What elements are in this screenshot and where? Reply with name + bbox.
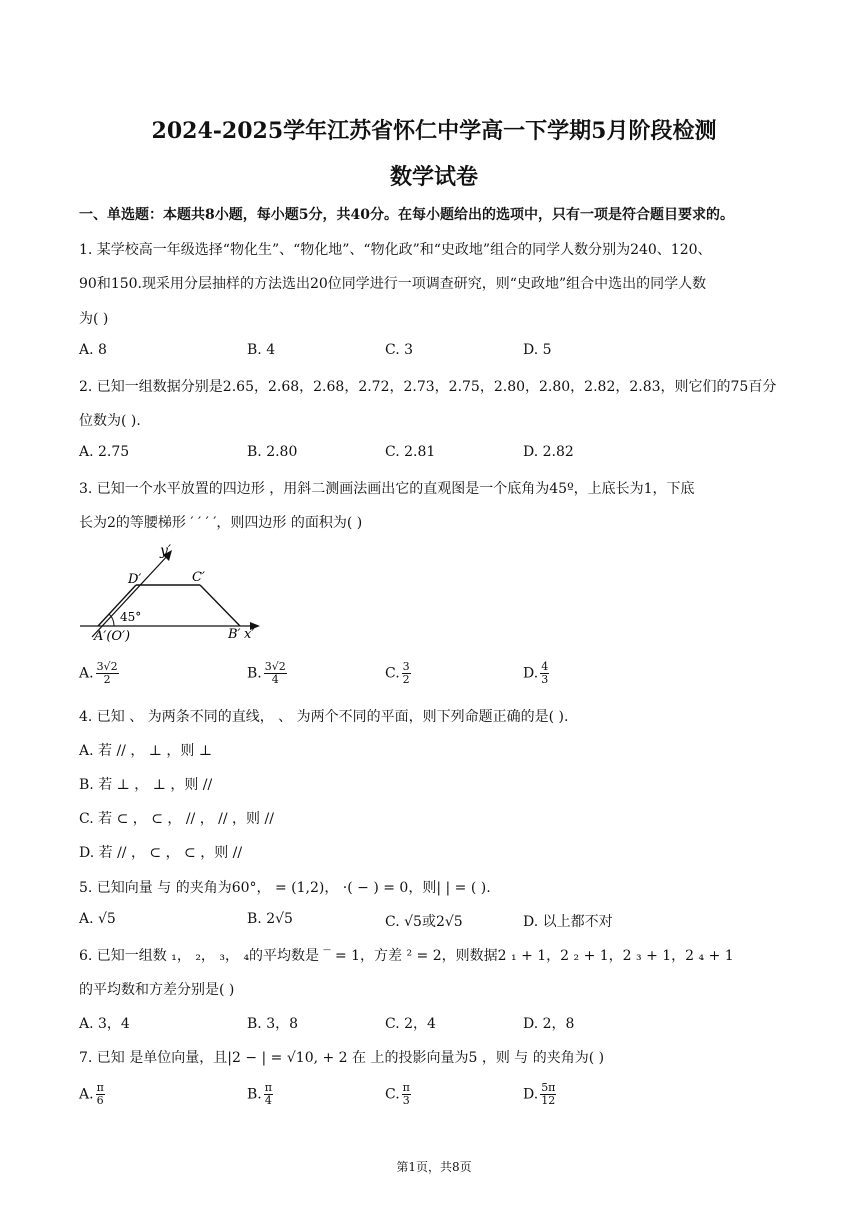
q1-line2: 90和150.现采用分层抽样的方法选出20位同学进行一项调查研究，则“史政地”组合中选出的同学人数	[79, 276, 707, 292]
q7-option-b: B. $\frac{\pi}{4}$	[247, 1081, 272, 1107]
q6-option-d: D. 2，8	[523, 1016, 575, 1032]
page-footer: 第1页，共8页	[396, 1160, 472, 1174]
q7-option-d: D. $\frac{5\pi}{12}$	[523, 1081, 556, 1107]
label-c-prime: C′	[192, 570, 205, 585]
label-d-prime: D′	[128, 572, 142, 587]
q2-option-a: A. 2.75	[79, 444, 130, 460]
q4-option-a: A. 若 // ， ⊥ ，则 ⊥	[79, 743, 213, 759]
q4-option-d: D. 若 // ， ⊂ ， ⊂ ，则 //	[79, 845, 243, 861]
q7-option-a: A. $\frac{\pi}{6}$	[79, 1081, 104, 1107]
q3-line2: 长为2的等腰梯形 ′ ′ ′ ′，则四边形 的面积为( )	[79, 515, 363, 531]
q1-option-d: D. 5	[523, 342, 552, 358]
q1-option-a: A. 8	[79, 342, 107, 358]
q5-option-b: B. 2√5	[247, 911, 293, 927]
q4-option-b: B. 若 ⊥ ， ⊥ ，则 //	[79, 777, 213, 793]
q4-option-c: C. 若 ⊂ ， ⊂ ， // ， // ，则 //	[79, 811, 274, 827]
q7-line1: 7. 已知 是单位向量，且|2 − | = √10, + 2 在 上的投影向量为5 ，则 与 的夹角为( )	[79, 1050, 605, 1066]
q2-option-d: D. 2.82	[523, 444, 574, 460]
label-x-prime: x′	[244, 627, 255, 642]
q5-option-a: A. √5	[79, 911, 116, 927]
q6-line1: 6. 已知一组数 ₁， ₂， ₃， ₄的平均数是 ‾ = 1，方差 ² = 2，则数据2 ₁ + 1，2 ₂ + 1，2 ₃ + 1，2 ₄ + 1	[79, 948, 734, 964]
q2-option-b: B. 2.80	[247, 444, 298, 460]
q6-option-c: C. 2，4	[385, 1016, 436, 1032]
q1-option-b: B. 4	[247, 342, 276, 358]
q5-line1: 5. 已知向量 与 的夹角为60°， = (1,2)， ·( − ) = 0，则| | = ( ).	[79, 880, 491, 896]
q1-option-c: C. 3	[385, 342, 414, 358]
q7-option-c: C. $\frac{\pi}{3}$	[385, 1081, 410, 1107]
label-b-prime: B′	[228, 627, 241, 642]
label-a-prime: A′(O′)	[94, 629, 131, 643]
q6-option-a: A. 3，4	[79, 1016, 130, 1032]
q4-line1: 4. 已知 、 为两条不同的直线， 、 为两个不同的平面，则下列命题正确的是( ).	[79, 709, 569, 725]
q5-option-c: C. √5或2√5	[385, 914, 463, 930]
trapezoid-figure	[78, 543, 268, 643]
q3-option-c: C. $\frac{3}{2}$	[385, 660, 410, 686]
q3-option-d: D. $\frac{4}{3}$	[523, 660, 549, 686]
q1-line3: 为( )	[79, 311, 109, 327]
q2-line1: 2. 已知一组数据分别是2.65，2.68，2.68，2.72，2.73，2.75，2.80，2.80，2.82，2.83，则它们的75百分	[79, 379, 777, 395]
q3-option-b: B. $\frac{3√2}{4}$	[247, 660, 286, 686]
exam-title: 2024-2025学年江苏省怀仁中学高一下学期5月阶段检测	[151, 118, 717, 144]
q3-option-a: A. $\frac{3√2}{2}$	[79, 660, 118, 686]
exam-subtitle: 数学试卷	[389, 164, 478, 190]
q5-option-d: D. 以上都不对	[523, 914, 613, 930]
q2-line2: 位数为( ).	[79, 413, 141, 429]
label-y-prime: y′	[160, 543, 172, 559]
label-angle: 45°	[120, 610, 142, 624]
q1-line1: 1. 某学校高一年级选择“物化生”、“物化地”、“物化政”和“史政地”组合的同学人数分别为240、120、	[79, 242, 712, 258]
q2-option-c: C. 2.81	[385, 444, 436, 460]
q6-option-b: B. 3，8	[247, 1016, 299, 1032]
q6-line2: 的平均数和方差分别是( )	[79, 982, 235, 998]
q3-line1: 3. 已知一个水平放置的四边形 ，用斜二测画法画出它的直观图是一个底角为45º，上底长为1，下底	[79, 481, 695, 497]
section-heading: 一、单选题：本题共8小题，每小题5分，共40分。在每小题给出的选项中，只有一项是符合题目要求的。	[79, 207, 734, 223]
